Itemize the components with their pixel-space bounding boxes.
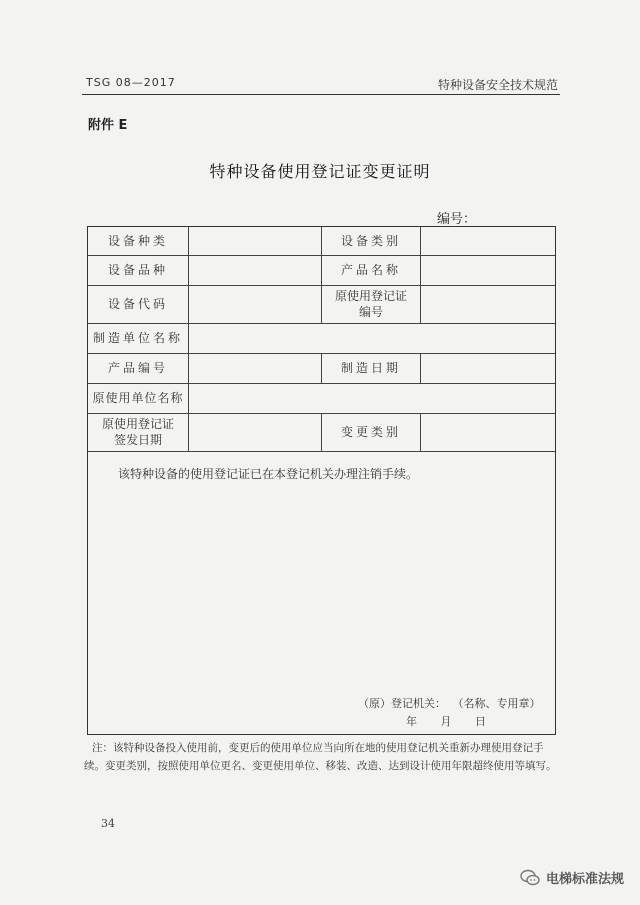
form-row-type xyxy=(88,227,555,256)
form-row-original-user xyxy=(88,383,555,414)
original-cert-number-label xyxy=(322,285,421,323)
form-row-variety xyxy=(88,255,555,286)
original-cert-number-line1: 原使用登记证 xyxy=(334,289,407,303)
product-number-label: 产品编号 xyxy=(88,353,189,383)
footnote xyxy=(84,739,558,775)
manufacture-date-label: 制造日期 xyxy=(322,353,421,383)
appendix-label: 附件 E xyxy=(88,118,128,133)
original-cert-date-line2: 签发日期 xyxy=(113,433,162,447)
product-number-value[interactable] xyxy=(189,353,322,383)
original-cert-number-value[interactable] xyxy=(421,285,555,323)
registration-authority-label: （原）登记机关： xyxy=(358,697,446,710)
equipment-category-label: 设备类别 xyxy=(322,227,421,255)
equipment-type-label: 设备种类 xyxy=(88,227,189,255)
form-row-cert-date xyxy=(88,413,555,452)
registration-seal-note: （名称、专用章） xyxy=(458,697,541,710)
equipment-variety-value[interactable] xyxy=(189,255,322,285)
original-user-value[interactable] xyxy=(189,383,555,413)
watermark-text: 电梯标准法规 xyxy=(545,872,624,887)
original-cert-date-value[interactable] xyxy=(189,413,322,451)
serial-number-label: 编号： xyxy=(437,212,477,227)
form-row-product-number xyxy=(88,353,555,384)
change-certificate-form xyxy=(87,226,556,735)
manufacturer-label: 制造单位名称 xyxy=(88,323,189,353)
original-cert-date-line1: 原使用登记证 xyxy=(101,417,174,431)
change-category-value[interactable] xyxy=(421,413,555,451)
product-name-label: 产品名称 xyxy=(322,255,421,285)
original-cert-number-line2: 编号 xyxy=(358,305,383,319)
header-code: TSG 08—2017 xyxy=(86,76,176,89)
original-cert-date-label xyxy=(88,413,189,451)
manufacture-date-value[interactable] xyxy=(421,353,555,383)
equipment-type-value[interactable] xyxy=(189,227,322,255)
equipment-code-label: 设备代码 xyxy=(88,285,189,323)
product-name-value[interactable] xyxy=(421,255,555,285)
watermark xyxy=(520,868,624,887)
page-title: 特种设备使用登记证变更证明 xyxy=(209,162,431,181)
footnote-text: 注：该特种设备投入使用前，变更后的使用单位应当向所在地的使用登记机关重新办理使用登记手续。变更类别，按照使用单位更名、变更使用单位、移装、改造、达到设计使用年限超终使用等填写。 xyxy=(84,742,557,772)
page-number: 34 xyxy=(101,817,115,830)
header-rule xyxy=(82,94,560,95)
equipment-code-value[interactable] xyxy=(189,285,322,323)
equipment-variety-label: 设备品种 xyxy=(88,255,189,285)
registration-date: 年 月 日 xyxy=(406,715,486,728)
cancellation-notice-area xyxy=(88,451,555,734)
header-subtitle: 特种设备安全技术规范 xyxy=(437,78,558,92)
change-category-label: 变更类别 xyxy=(322,413,421,451)
form-row-code xyxy=(88,285,555,324)
form-row-manufacturer xyxy=(88,323,555,354)
manufacturer-value[interactable] xyxy=(189,323,555,353)
equipment-category-value[interactable] xyxy=(421,227,555,255)
original-user-label: 原使用单位名称 xyxy=(88,383,189,413)
chat-bubble-icon xyxy=(520,869,540,887)
registration-authority xyxy=(358,695,541,711)
cancellation-notice-text: 该特种设备的使用登记证已在本登记机关办理注销手续。 xyxy=(118,467,419,481)
